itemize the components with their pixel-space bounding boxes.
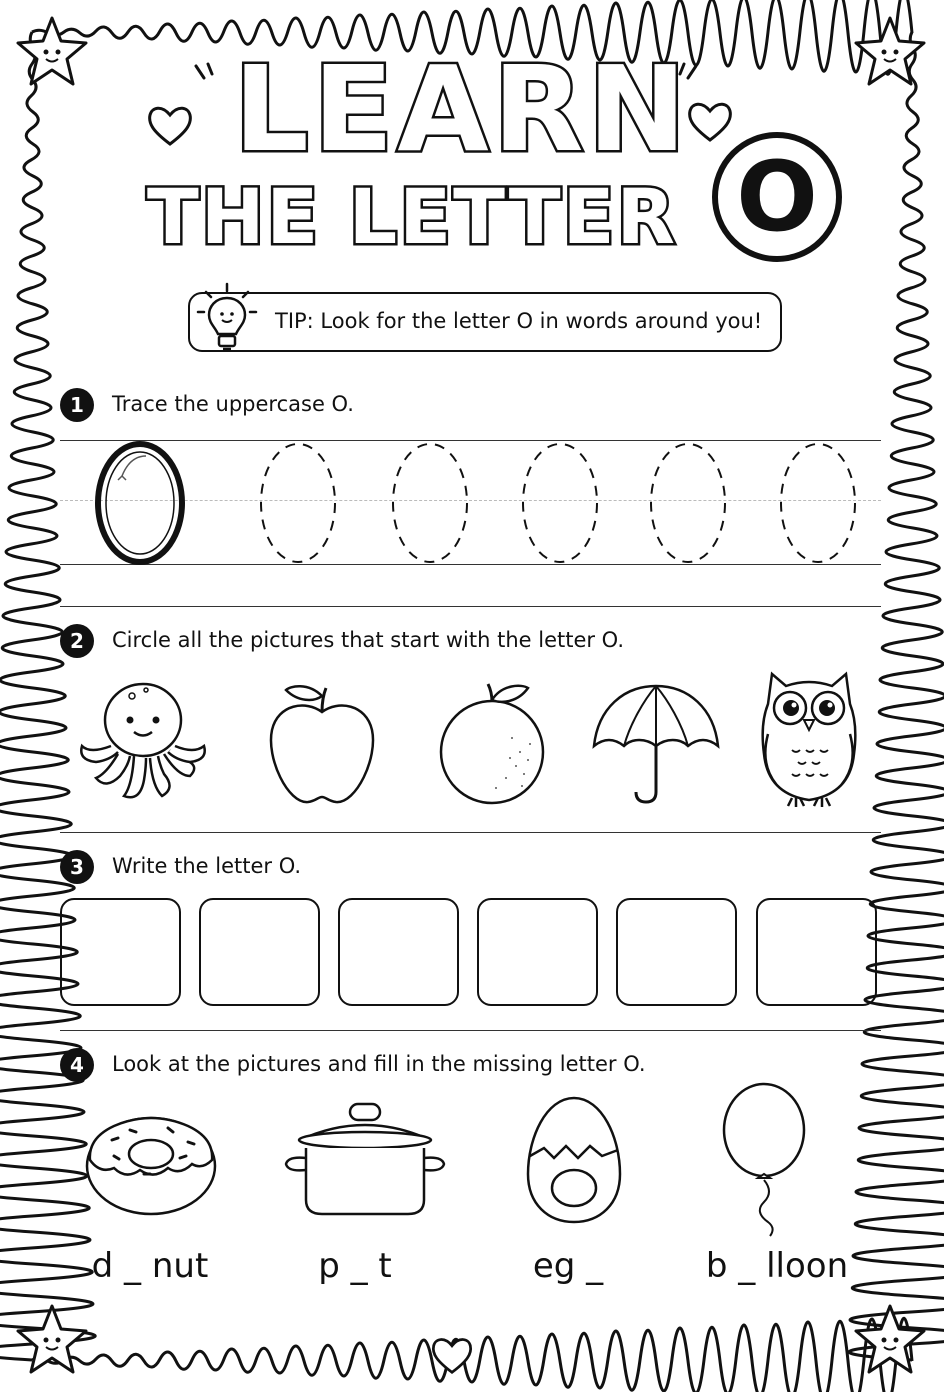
fill-word-balloon: b _ lloon — [705, 1246, 849, 1286]
tip-text: TIP: Look for the letter O in words around you! — [275, 309, 763, 333]
section-3-instruction: Write the letter O. — [112, 854, 302, 878]
section-4-number: 4 — [60, 1048, 94, 1082]
orange-icon[interactable] — [436, 678, 548, 806]
trace-dashed-o — [523, 444, 597, 562]
section-2-instruction: Circle all the pictures that start with the letter O. — [112, 628, 625, 652]
title-letter: O — [712, 132, 842, 262]
fill-word-donut: d _ nut — [91, 1246, 209, 1286]
section-2-number: 2 — [60, 624, 94, 658]
star-icon — [14, 1302, 90, 1378]
fill-word-pot: p _ t — [318, 1246, 392, 1286]
section-divider — [60, 1030, 881, 1031]
section-divider — [60, 606, 881, 607]
owl-icon[interactable] — [758, 664, 860, 810]
fill-word-egg: eg _ — [532, 1246, 604, 1286]
heart-icon — [426, 1332, 478, 1376]
write-box[interactable] — [199, 898, 320, 1006]
trace-dashed-o — [393, 444, 467, 562]
write-box[interactable] — [616, 898, 737, 1006]
page-subtitle: THE LETTER — [146, 172, 678, 261]
trace-letters — [60, 436, 881, 570]
egg-icon — [522, 1094, 626, 1228]
section-3-number: 3 — [60, 850, 94, 884]
trace-dashed-o — [651, 444, 725, 562]
octopus-icon[interactable] — [76, 676, 210, 808]
section-divider — [60, 832, 881, 833]
section-1-instruction: Trace the uppercase O. — [112, 392, 354, 416]
trace-solid-o-inner — [106, 452, 174, 554]
star-icon — [852, 1302, 928, 1378]
write-box[interactable] — [756, 898, 877, 1006]
pot-icon — [282, 1100, 448, 1220]
trace-solid-o — [98, 444, 182, 562]
trace-dashed-o — [781, 444, 855, 562]
umbrella-icon[interactable] — [590, 680, 722, 806]
balloon-icon — [718, 1082, 810, 1240]
apple-icon[interactable] — [264, 678, 380, 808]
section-1-number: 1 — [60, 388, 94, 422]
write-box[interactable] — [60, 898, 181, 1006]
trace-dashed-o — [261, 444, 335, 562]
write-box[interactable] — [338, 898, 459, 1006]
lightbulb-icon — [196, 282, 258, 360]
write-box[interactable] — [477, 898, 598, 1006]
page-title: LEARN — [233, 40, 691, 178]
section-4-instruction: Look at the pictures and fill in the missing letter O. — [112, 1052, 646, 1076]
donut-icon — [84, 1108, 218, 1218]
